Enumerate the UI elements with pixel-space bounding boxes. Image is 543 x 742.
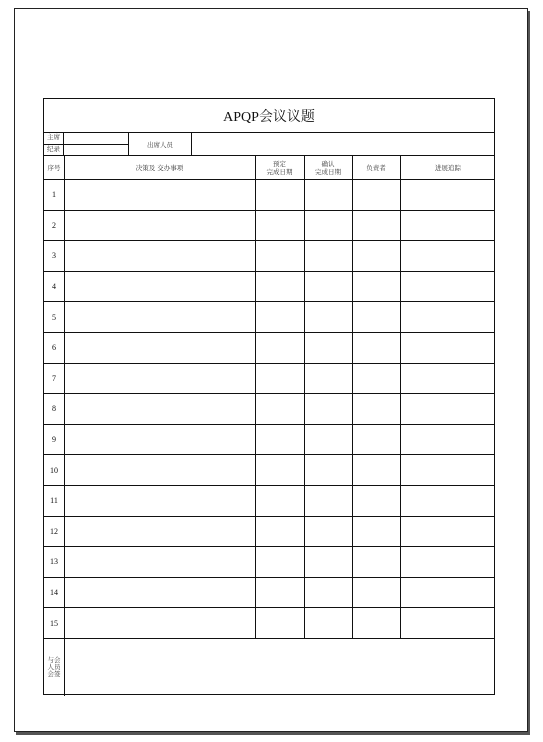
row-number: 9 [52, 435, 56, 445]
table-row[interactable] [44, 180, 494, 211]
table-row[interactable] [44, 394, 494, 425]
table-row[interactable] [44, 241, 494, 272]
form-title: APQP会议议题 [44, 99, 494, 133]
row-number: 2 [52, 220, 56, 230]
table-row[interactable] [44, 302, 494, 333]
table-row[interactable] [44, 211, 494, 242]
signature-section [44, 639, 494, 696]
chair-field[interactable] [64, 133, 129, 145]
recorder-label: 纪录 [44, 145, 64, 157]
planned-line1: 预定 [273, 160, 286, 168]
row-number: 5 [52, 312, 56, 322]
row-number: 8 [52, 404, 56, 414]
col-confirmed-date [304, 158, 352, 178]
chair-label: 主席 [44, 133, 64, 145]
table-row[interactable] [44, 364, 494, 395]
row-number: 3 [52, 251, 56, 261]
table-row[interactable] [44, 547, 494, 578]
table-row[interactable] [44, 333, 494, 364]
planned-line2: 完成日期 [266, 168, 293, 176]
confirmed-line1: 确认 [321, 160, 335, 168]
meta-row [44, 133, 494, 156]
attendees-label: 出席人员 [129, 133, 192, 156]
col-tracking: 进展追踪 [435, 164, 461, 172]
row-number: 1 [52, 190, 56, 200]
table-row[interactable] [44, 425, 494, 456]
row-number: 14 [50, 588, 58, 598]
row-number: 6 [52, 343, 56, 353]
table-row[interactable] [44, 578, 494, 609]
table-row[interactable] [44, 272, 494, 303]
row-number: 10 [50, 465, 58, 475]
recorder-field[interactable] [64, 145, 129, 157]
col-decisions: 决策及 交办事项 [135, 164, 184, 172]
attendees-field[interactable] [192, 133, 496, 156]
col-seq: 序号 [47, 164, 61, 172]
row-number: 7 [52, 373, 56, 383]
row-number: 12 [50, 526, 58, 536]
signature-label: 与会人员会签 [47, 656, 61, 678]
document-page [14, 8, 528, 732]
col-owner: 负责者 [366, 164, 386, 172]
row-number: 15 [50, 618, 58, 628]
apqp-meeting-form [43, 98, 495, 695]
table-row[interactable] [44, 608, 494, 639]
row-number: 11 [50, 496, 58, 506]
row-number: 4 [52, 282, 56, 292]
row-number: 13 [50, 557, 58, 567]
confirmed-line2: 完成日期 [315, 168, 341, 176]
table-row[interactable] [44, 486, 494, 517]
table-row[interactable] [44, 455, 494, 486]
col-planned-date [255, 158, 304, 178]
table-row[interactable] [44, 517, 494, 548]
column-header-row [44, 156, 494, 180]
signature-field[interactable] [64, 639, 496, 696]
